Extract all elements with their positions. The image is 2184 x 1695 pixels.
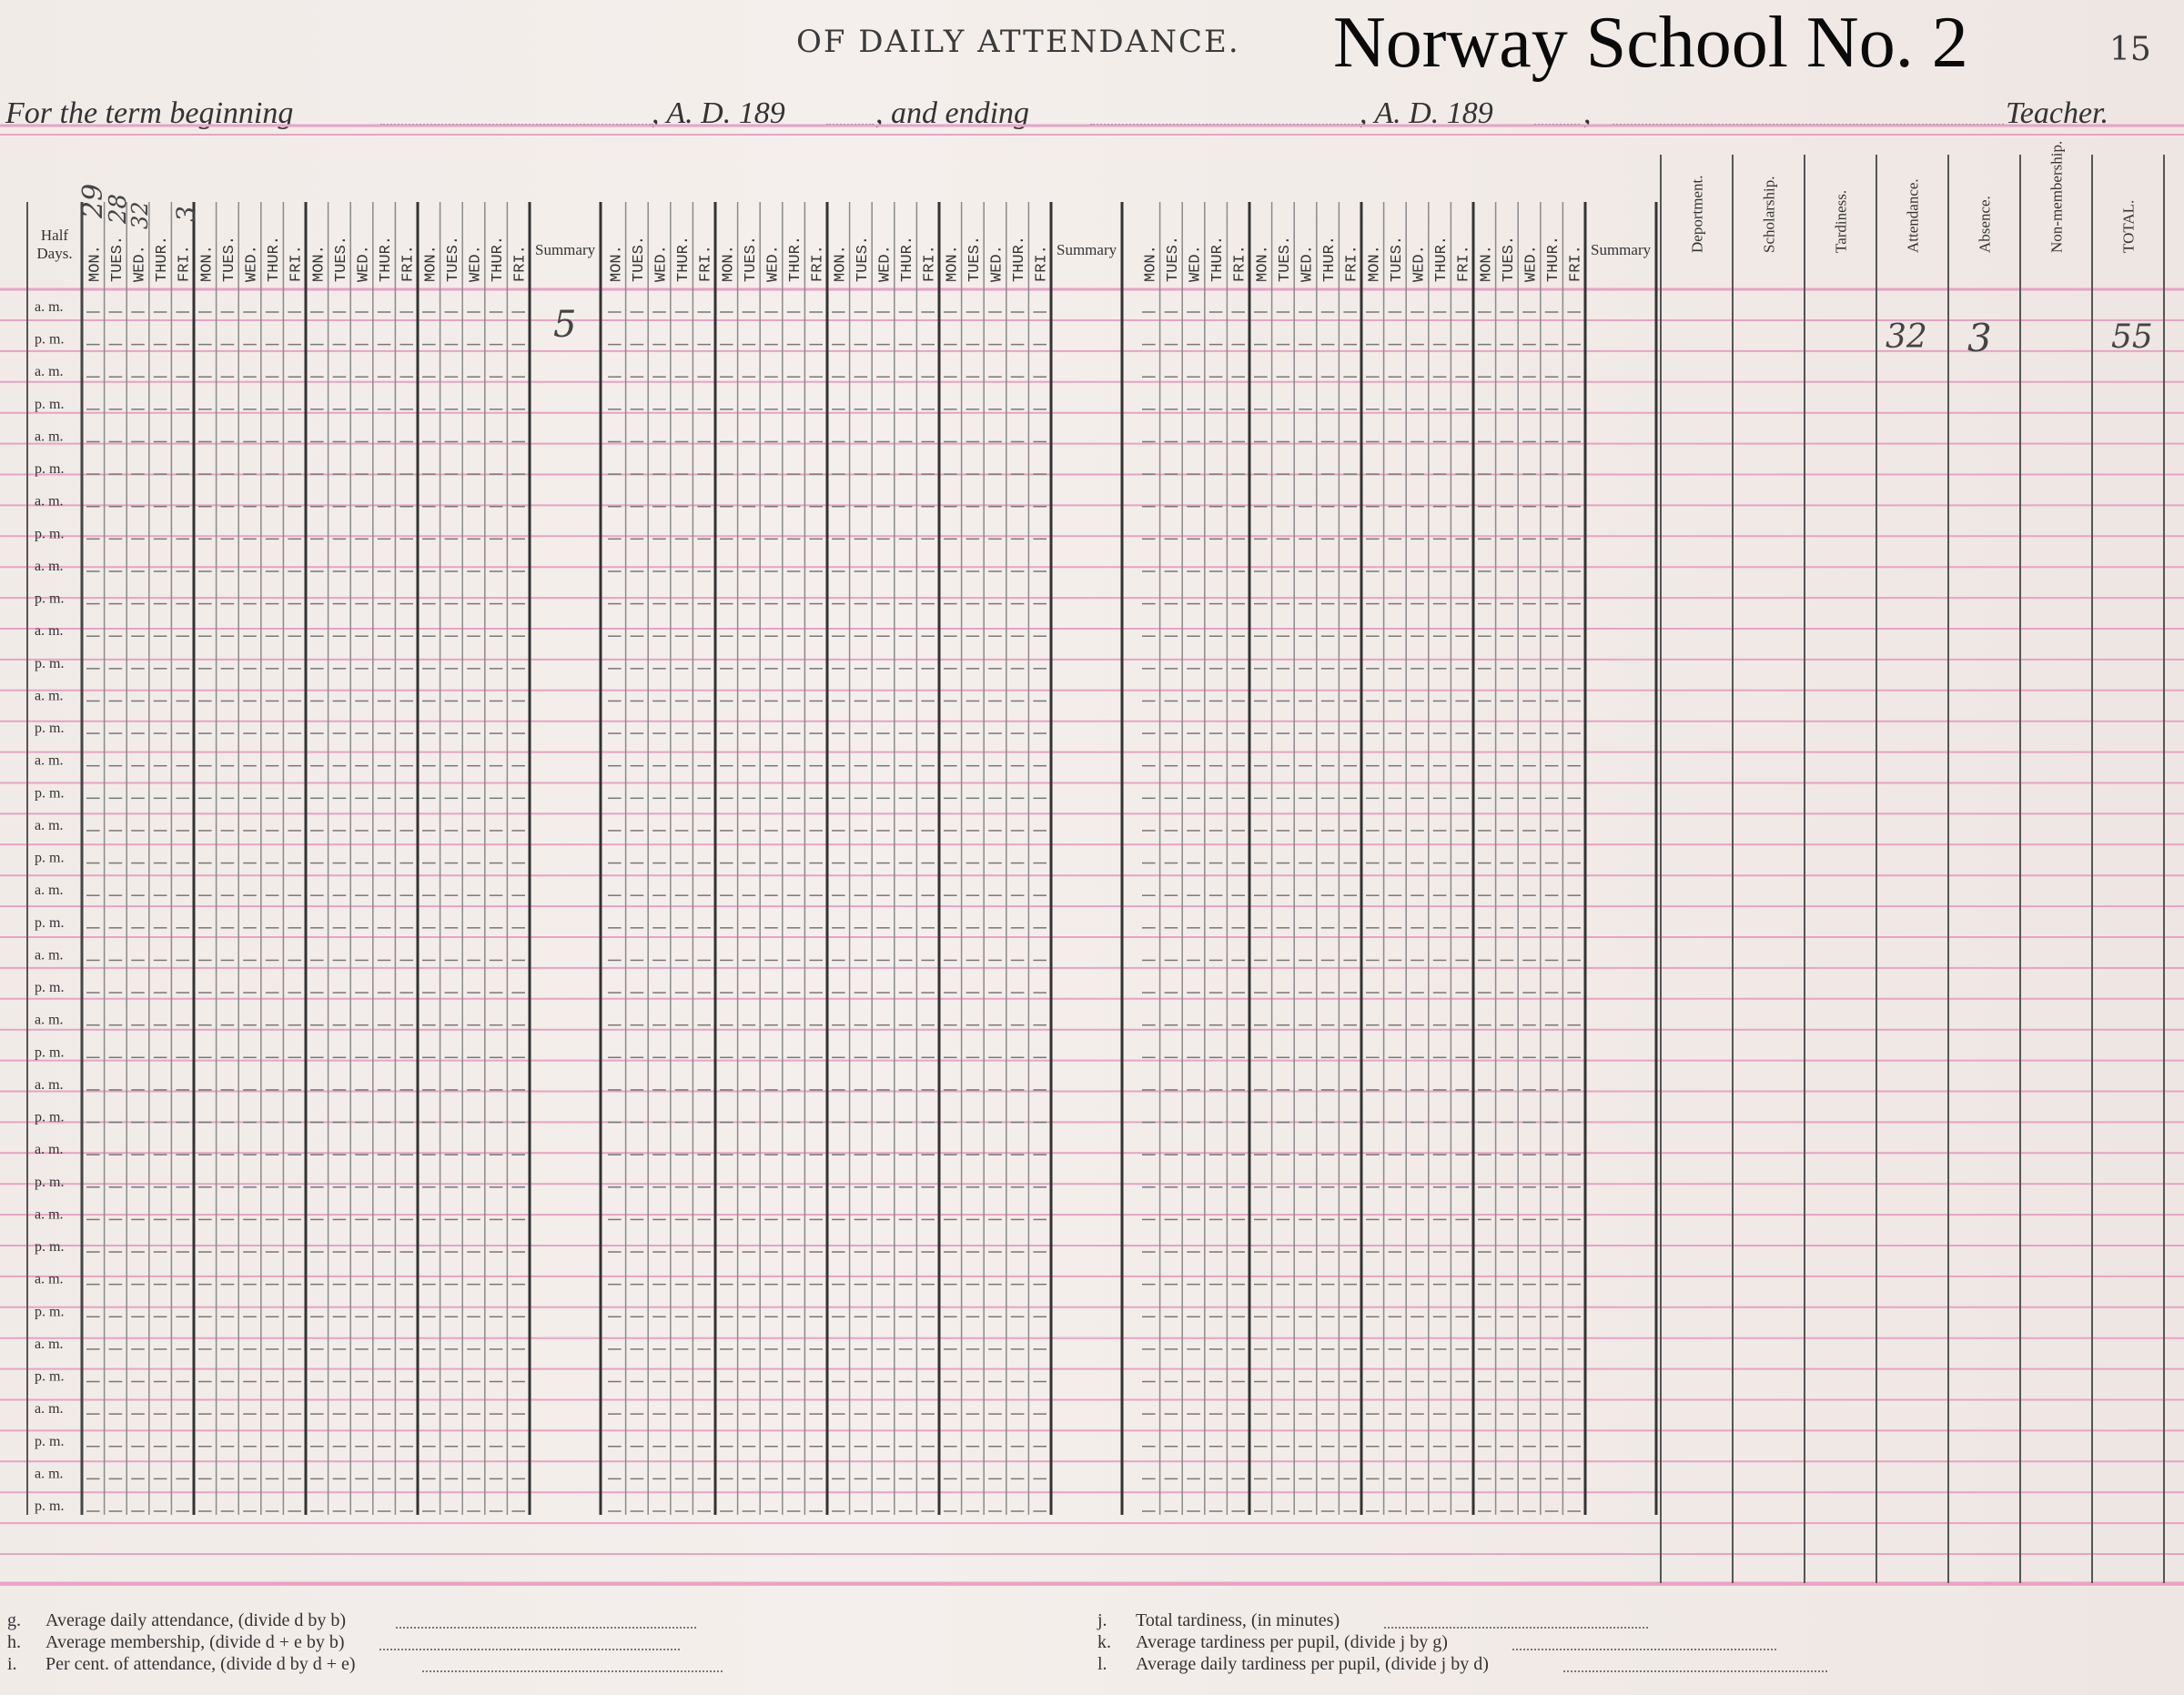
weekday-header: FRI. bbox=[399, 245, 418, 282]
weekday-header: MON. bbox=[1142, 245, 1160, 282]
weekday-header: THUR. bbox=[1011, 235, 1029, 282]
right-column-header: Tardiness. bbox=[1832, 189, 1850, 253]
weekday-header: FRI. bbox=[1033, 245, 1051, 282]
weekday-header: TUES. bbox=[220, 235, 238, 282]
half-day-label: p. m. bbox=[35, 1368, 65, 1385]
half-day-label: a. m. bbox=[35, 299, 64, 315]
weekday-header: MON. bbox=[832, 245, 850, 282]
weekday-header: THUR. bbox=[1433, 235, 1451, 282]
weekday-header: MON. bbox=[198, 245, 217, 282]
right-column-header: Scholarship. bbox=[1760, 176, 1778, 253]
footer-left-blank[interactable] bbox=[379, 1649, 680, 1650]
footer-right-letter: l. bbox=[1097, 1654, 1107, 1674]
half-days-label: Days. bbox=[36, 245, 73, 262]
term-and-ending: , and ending bbox=[875, 96, 1030, 130]
half-day-label: a. m. bbox=[35, 947, 64, 964]
weekday-header: WED. bbox=[131, 245, 149, 282]
weekday-header: WED. bbox=[988, 245, 1006, 282]
footer-left-formula: Average daily attendance, (divide d by b) bbox=[46, 1610, 347, 1630]
weekday-header: TUES. bbox=[1388, 235, 1406, 282]
footer-left-letter: i. bbox=[7, 1654, 17, 1674]
weekday-header: FRI. bbox=[288, 245, 306, 282]
half-day-label: a. m. bbox=[35, 493, 64, 510]
half-day-label: p. m. bbox=[35, 396, 65, 412]
weekday-header: WED. bbox=[876, 245, 895, 282]
weekday-header: WED. bbox=[764, 245, 783, 282]
weekday-header: THUR. bbox=[266, 235, 284, 282]
footer-right-blank[interactable] bbox=[1512, 1649, 1776, 1650]
footer-left-blank[interactable] bbox=[422, 1670, 723, 1672]
handwritten-tues-date: 28 bbox=[105, 193, 132, 224]
summary-header: Summary bbox=[1591, 241, 1652, 258]
page-number: 15 bbox=[2109, 31, 2151, 68]
weekday-header: MON. bbox=[1366, 245, 1384, 282]
half-day-label: a. m. bbox=[35, 558, 64, 574]
weekday-header: THUR. bbox=[1321, 235, 1340, 282]
right-column-header: Attendance. bbox=[1904, 178, 1922, 253]
half-day-label: p. m. bbox=[35, 914, 65, 931]
half-day-label: a. m. bbox=[35, 364, 64, 380]
footer-right-formula: Total tardiness, (in minutes) bbox=[1136, 1610, 1340, 1630]
half-day-label: a. m. bbox=[35, 1466, 64, 1482]
half-day-label: p. m. bbox=[35, 1044, 65, 1061]
half-day-label: a. m. bbox=[35, 1012, 64, 1028]
weekday-header: FRI. bbox=[1343, 245, 1361, 282]
half-day-label: a. m. bbox=[35, 1206, 64, 1223]
footer-right-formula: Average tardiness per pupil, (divide j by g) bbox=[1136, 1632, 1448, 1652]
summary-header: Summary bbox=[1057, 241, 1117, 258]
half-day-label: a. m. bbox=[35, 1142, 64, 1158]
weekday-header: FRI. bbox=[176, 245, 194, 282]
footer-left-blank[interactable] bbox=[396, 1627, 696, 1629]
weekday-header: MON. bbox=[1254, 245, 1272, 282]
half-day-label: p. m. bbox=[35, 526, 65, 542]
term-ad-2: , A. D. 189 bbox=[1360, 96, 1493, 130]
weekday-header: MON. bbox=[1478, 245, 1496, 282]
half-day-label: a. m. bbox=[35, 752, 64, 769]
weekday-header: MON. bbox=[944, 245, 962, 282]
half-day-label: a. m. bbox=[35, 623, 64, 640]
half-day-label: a. m. bbox=[35, 1401, 64, 1418]
handwritten-fri-date: 3 bbox=[171, 206, 201, 222]
half-day-label: p. m. bbox=[35, 1433, 65, 1449]
weekday-header: FRI. bbox=[511, 245, 530, 282]
half-day-label: p. m. bbox=[35, 721, 65, 737]
half-day-label: p. m. bbox=[35, 1174, 65, 1190]
half-days-label: Half bbox=[40, 227, 69, 244]
term-ad-1: , A. D. 189 bbox=[652, 96, 785, 130]
weekday-header: TUES. bbox=[966, 235, 984, 282]
footer-left-formula: Per cent. of attendance, (divide d by d + e) bbox=[46, 1654, 356, 1674]
half-day-label: a. m. bbox=[35, 817, 64, 833]
right-column-header: Non-membership. bbox=[2048, 140, 2066, 253]
weekday-header: MON. bbox=[608, 245, 626, 282]
weekday-header: THUR. bbox=[899, 235, 917, 282]
half-day-label: p. m. bbox=[35, 655, 65, 671]
footer-left-letter: g. bbox=[7, 1610, 21, 1630]
half-day-label: a. m. bbox=[35, 1271, 64, 1287]
weekday-header: WED. bbox=[1299, 245, 1317, 282]
weekday-header: TUES. bbox=[854, 235, 872, 282]
weekday-header: THUR. bbox=[378, 235, 396, 282]
half-day-label: p. m. bbox=[35, 1109, 65, 1125]
term-comma: , bbox=[1583, 96, 1592, 130]
weekday-header: FRI. bbox=[697, 245, 715, 282]
weekday-header: MON. bbox=[310, 245, 329, 282]
weekday-header: THUR. bbox=[675, 235, 693, 282]
half-day-label: p. m. bbox=[35, 1498, 65, 1514]
half-day-label: p. m. bbox=[35, 331, 65, 348]
term-prefix: For the term beginning bbox=[5, 96, 294, 130]
handwritten-mon-date: 29 bbox=[77, 183, 109, 218]
right-column-header: Deportment. bbox=[1688, 175, 1706, 253]
weekday-header: THUR. bbox=[1209, 235, 1228, 282]
weekday-header: TUES. bbox=[1164, 235, 1182, 282]
weekday-header: FRI. bbox=[809, 245, 827, 282]
handwritten-summary: 5 bbox=[553, 304, 577, 346]
footer-left-letter: h. bbox=[7, 1632, 21, 1652]
weekday-header: TUES. bbox=[1276, 235, 1294, 282]
footer-right-blank[interactable] bbox=[1563, 1670, 1827, 1672]
weekday-header: TUES. bbox=[108, 235, 126, 282]
weekday-header: MON. bbox=[86, 245, 105, 282]
half-day-label: p. m. bbox=[35, 1304, 65, 1320]
weekday-header: WED. bbox=[243, 245, 261, 282]
half-day-label: a. m. bbox=[35, 1336, 64, 1352]
weekday-header: WED. bbox=[1522, 245, 1541, 282]
weekday-header: TUES. bbox=[630, 235, 648, 282]
school-name-label: Norway School No. 2 bbox=[1333, 3, 1968, 83]
weekday-header: TUES. bbox=[742, 235, 760, 282]
weekday-header: THUR. bbox=[154, 235, 172, 282]
footer-right-blank[interactable] bbox=[1384, 1627, 1648, 1629]
half-day-label: a. m. bbox=[35, 688, 64, 704]
weekday-header: WED. bbox=[1410, 245, 1429, 282]
handwritten-attendance: 32 bbox=[1886, 318, 1927, 356]
half-day-label: p. m. bbox=[35, 461, 65, 478]
weekday-header: TUES. bbox=[332, 235, 350, 282]
weekday-header: FRI. bbox=[1231, 245, 1249, 282]
weekday-header: WED. bbox=[355, 245, 373, 282]
footer-left-formula: Average membership, (divide d + e by b) bbox=[46, 1632, 345, 1652]
handwritten-wed-date: 32 bbox=[127, 201, 153, 229]
half-day-label: p. m. bbox=[35, 850, 65, 866]
weekday-header: MON. bbox=[720, 245, 738, 282]
footer-right-letter: k. bbox=[1097, 1632, 1111, 1652]
weekday-header: FRI. bbox=[921, 245, 939, 282]
right-column-header: TOTAL. bbox=[2119, 199, 2138, 253]
weekday-header: TUES. bbox=[1500, 235, 1518, 282]
half-day-label: p. m. bbox=[35, 590, 65, 607]
handwritten-total: 55 bbox=[2111, 318, 2153, 356]
weekday-header: MON. bbox=[422, 245, 440, 282]
weekday-header: FRI. bbox=[1567, 245, 1585, 282]
weekday-header: TUES. bbox=[444, 235, 462, 282]
handwritten-absence: 3 bbox=[1967, 316, 1992, 360]
half-day-label: p. m. bbox=[35, 980, 65, 996]
half-day-label: a. m. bbox=[35, 1076, 64, 1093]
weekday-header: THUR. bbox=[1545, 235, 1563, 282]
weekday-header: WED. bbox=[652, 245, 671, 282]
summary-header: Summary bbox=[535, 241, 596, 258]
footer-right-formula: Average daily tardiness per pupil, (divide j by d) bbox=[1136, 1654, 1489, 1674]
right-column-header: Absence. bbox=[1976, 196, 1994, 253]
weekday-header: THUR. bbox=[787, 235, 805, 282]
half-day-label: a. m. bbox=[35, 429, 64, 445]
half-day-label: p. m. bbox=[35, 1239, 65, 1256]
cell-dashes bbox=[86, 312, 1581, 1511]
weekday-header: FRI. bbox=[1455, 245, 1473, 282]
half-day-label: a. m. bbox=[35, 883, 64, 899]
weekday-header: WED. bbox=[467, 245, 485, 282]
teacher-label: Teacher. bbox=[2006, 96, 2109, 130]
footer-right-letter: j. bbox=[1097, 1610, 1107, 1630]
half-day-label: p. m. bbox=[35, 785, 65, 802]
weekday-header: THUR. bbox=[490, 235, 508, 282]
page-title: OF DAILY ATTENDANCE. bbox=[796, 24, 1240, 60]
weekday-header: WED. bbox=[1187, 245, 1205, 282]
